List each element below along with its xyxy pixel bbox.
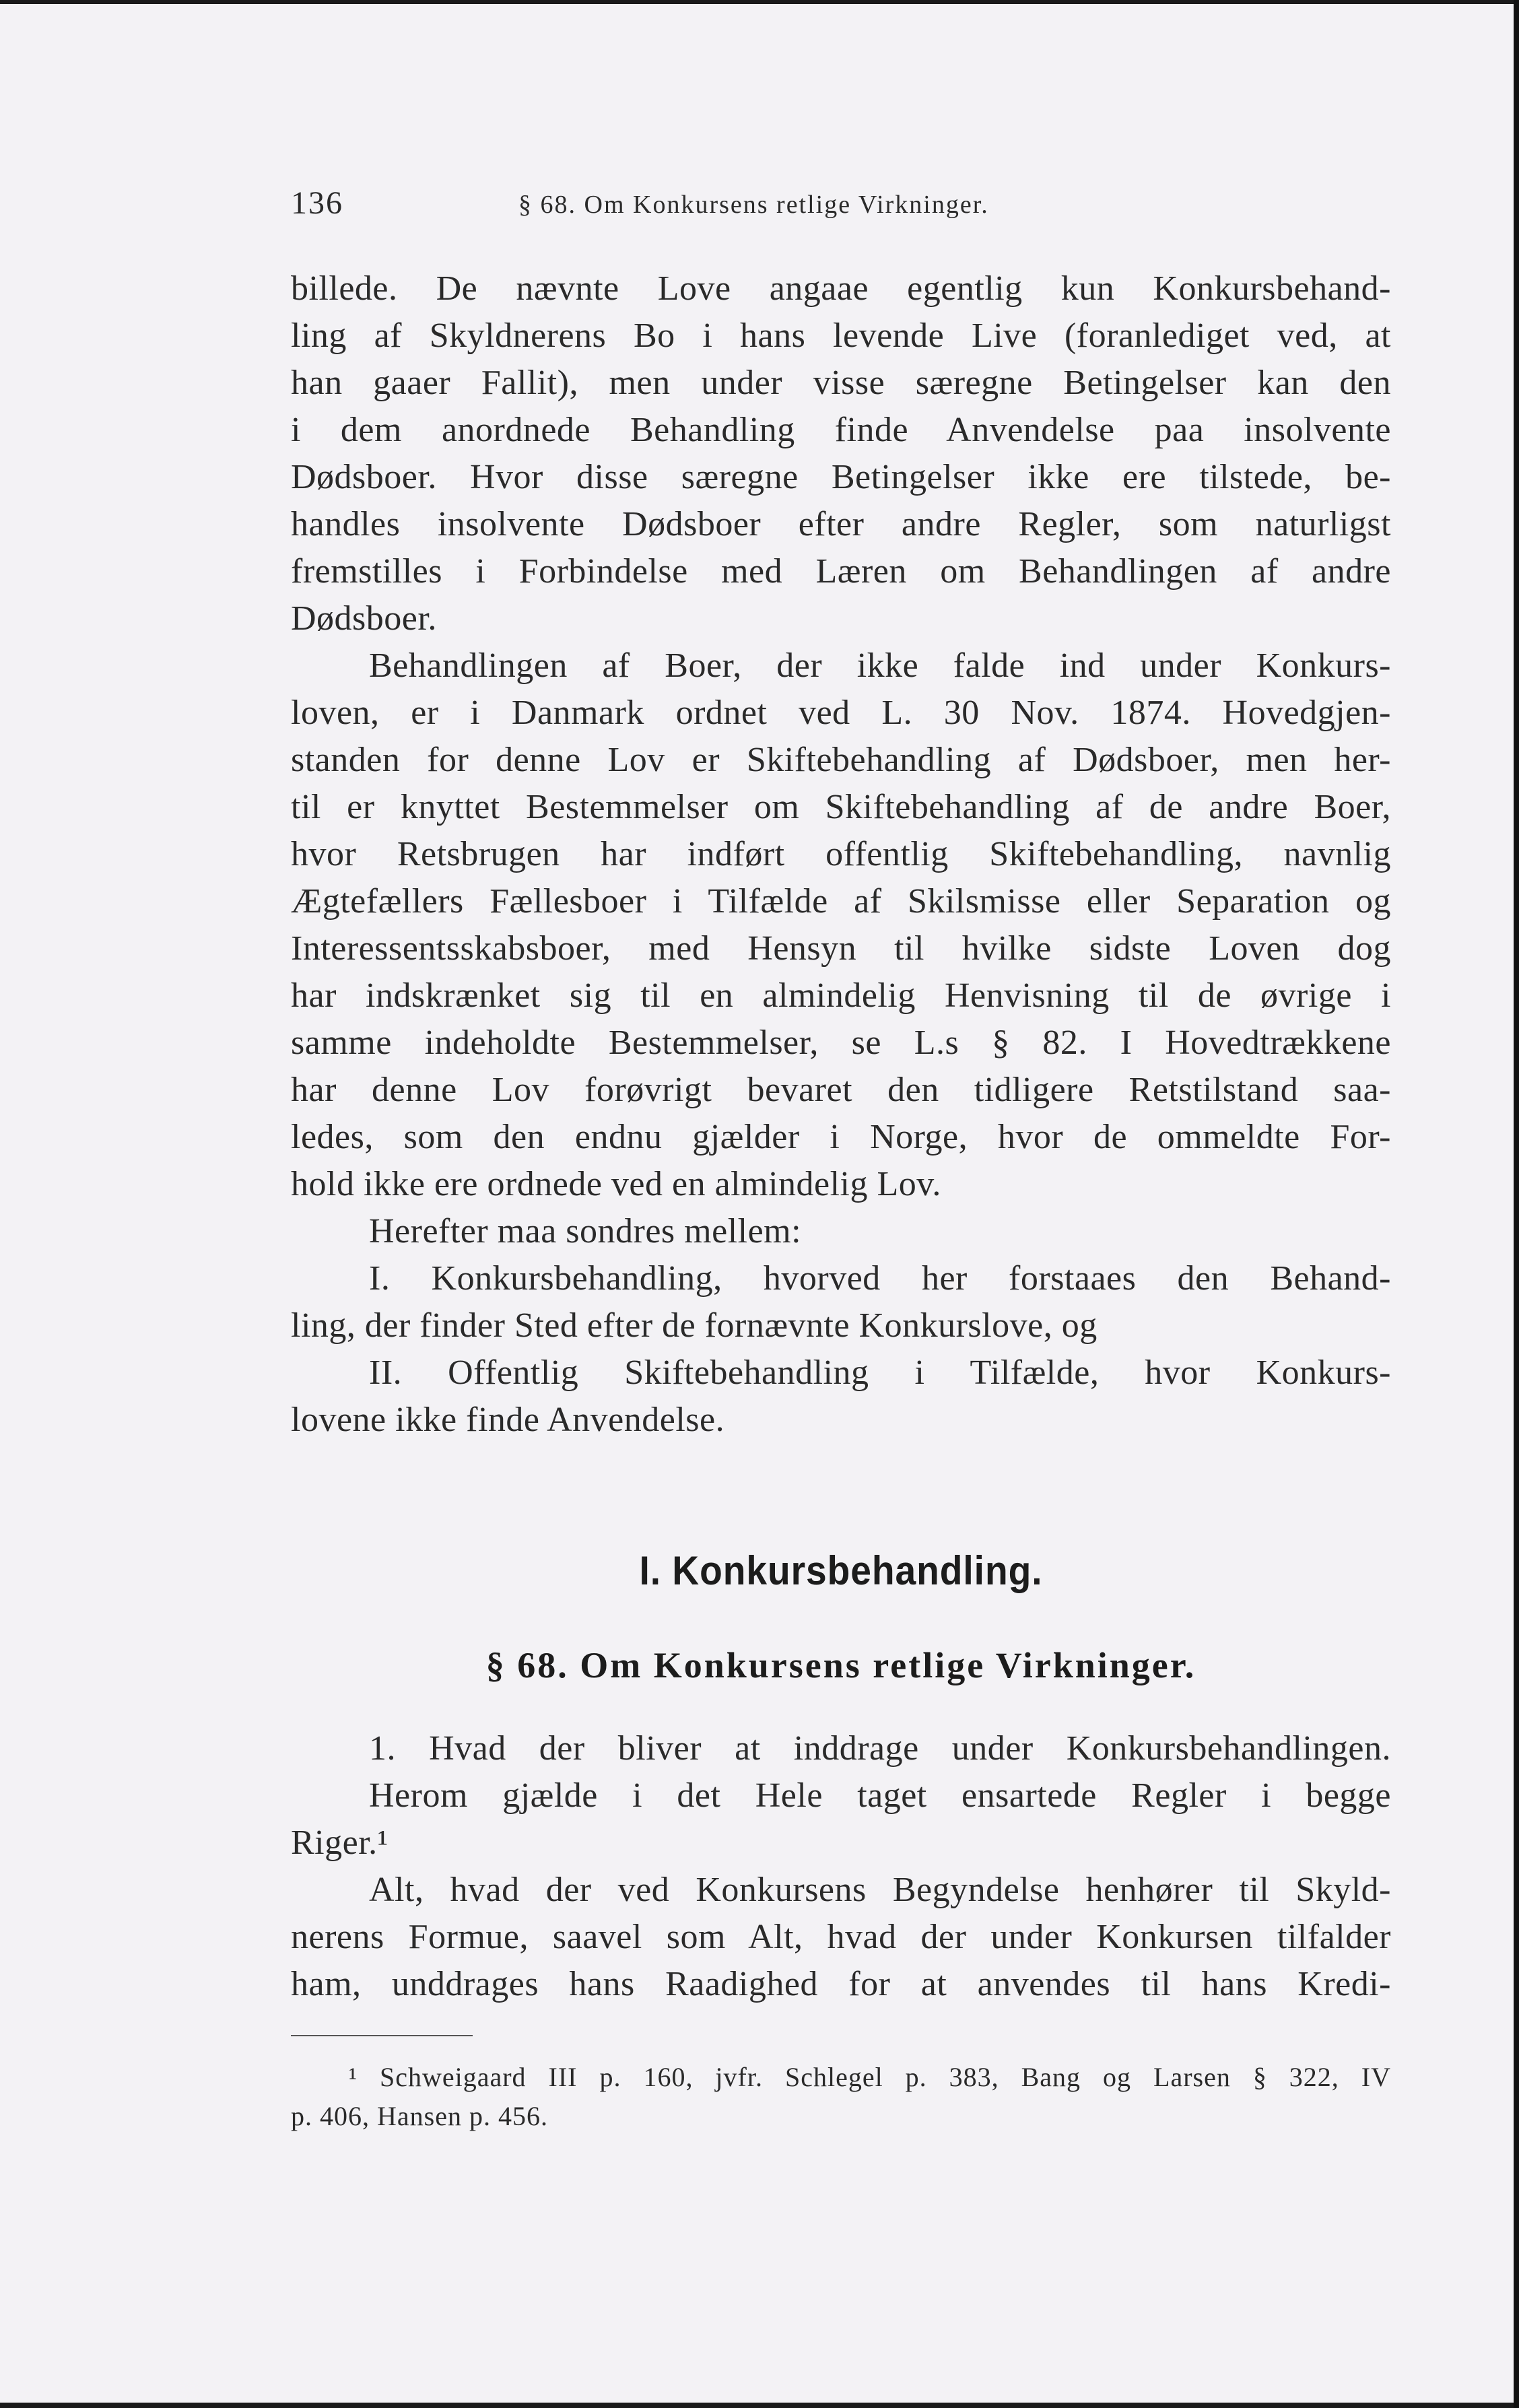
footnote-line: p. 406, Hansen p. 456. — [291, 2101, 548, 2131]
page-number: 136 — [291, 185, 343, 221]
text-line: Dødsboer. — [291, 599, 437, 638]
text-line: har denne Lov forøvrigt bevaret den tidligere Retstilstand saa- — [291, 1071, 1391, 1109]
running-head-title: § 68. Om Konkursens retlige Virkninger. — [518, 191, 989, 219]
scan-edge — [1514, 0, 1519, 2408]
text-line: Dødsboer. Hvor disse særegne Betingelser ikke ere tilstede, be- — [291, 458, 1391, 496]
chapter-heading: I. Konkursbehandling. — [639, 1548, 1043, 1593]
text-line: han gaaer Fallit), men under visse særegne Betingelser kan den — [291, 364, 1391, 402]
text-line: II. Offentlig Skiftebehandling i Tilfælde, hvor Konkurs- — [369, 1353, 1391, 1392]
text-line: handles insolvente Dødsboer efter andre Regler, som naturligst — [291, 505, 1391, 543]
paragraph-continued — [291, 265, 1391, 1444]
running-head — [291, 185, 1402, 232]
text-line: I. Konkursbehandling, hvorved her forstaaes den Behand- — [369, 1259, 1391, 1298]
text-line: samme indeholdte Bestemmelser, se L.s § 82. I Hovedtrækkene — [291, 1024, 1391, 1062]
text-line: loven, er i Danmark ordnet ved L. 30 Nov. 1874. Hovedgjen- — [291, 694, 1391, 732]
text-line: billede. De nævnte Love angaae egentlig kun Konkursbehand- — [291, 269, 1391, 308]
footnote-line: ¹ Schweigaard III p. 160, jvfr. Schlegel p. 383, Bang og Larsen § 322, IV — [349, 2062, 1391, 2092]
section-heading: § 68. Om Konkursens retlige Virkninger. — [485, 1645, 1196, 1685]
text-line: Interessentsskabsboer, med Hensyn til hvilke sidste Loven dog — [291, 929, 1391, 968]
footnote — [291, 2058, 1391, 2136]
section-body — [291, 1725, 1391, 2008]
footnote-divider — [291, 2035, 473, 2036]
book-page — [0, 4, 1514, 2403]
text-line: har indskrænket sig til en almindelig Henvisning til de øvrige i — [291, 976, 1391, 1015]
text-line: 1. Hvad der bliver at inddrage under Konkursbehandlingen. — [369, 1729, 1391, 1768]
text-line: til er knyttet Bestemmelser om Skiftebehandling af de andre Boer, — [291, 788, 1391, 826]
text-line: Ægtefællers Fællesboer i Tilfælde af Skilsmisse eller Separation og — [291, 882, 1391, 921]
text-line: Behandlingen af Boer, der ikke falde ind under Konkurs- — [369, 646, 1391, 685]
text-line: standen for denne Lov er Skiftebehandling af Dødsboer, men her- — [291, 741, 1391, 779]
text-line: Riger.¹ — [291, 1824, 389, 1862]
text-line: i dem anordnede Behandling finde Anvendelse paa insolvente — [291, 411, 1391, 449]
text-line: ledes, som den endnu gjælder i Norge, hvor de ommeldte For- — [291, 1118, 1391, 1156]
text-line: Herom gjælde i det Hele taget ensartede Regler i begge — [369, 1776, 1391, 1815]
text-line: Alt, hvad der ved Konkursens Begyndelse henhører til Skyld- — [369, 1871, 1391, 1909]
text-line: ling, der finder Sted efter de fornævnte Konkurslove, og — [291, 1306, 1098, 1345]
text-line: hold ikke ere ordnede ved en almindelig Lov. — [291, 1165, 941, 1203]
text-line: ling af Skyldnerens Bo i hans levende Live (foranlediget ved, at — [291, 316, 1391, 355]
text-line: fremstilles i Forbindelse med Læren om Behandlingen af andre — [291, 552, 1391, 591]
text-line: hvor Retsbrugen har indført offentlig Skiftebehandling, navnlig — [291, 835, 1391, 873]
text-line: Herefter maa sondres mellem: — [369, 1212, 802, 1250]
text-line: nerens Formue, saavel som Alt, hvad der under Konkursen tilfalder — [291, 1918, 1391, 1956]
text-line: ham, unddrages hans Raadighed for at anvendes til hans Kredi- — [291, 1965, 1391, 2003]
text-line: lovene ikke finde Anvendelse. — [291, 1401, 725, 1439]
